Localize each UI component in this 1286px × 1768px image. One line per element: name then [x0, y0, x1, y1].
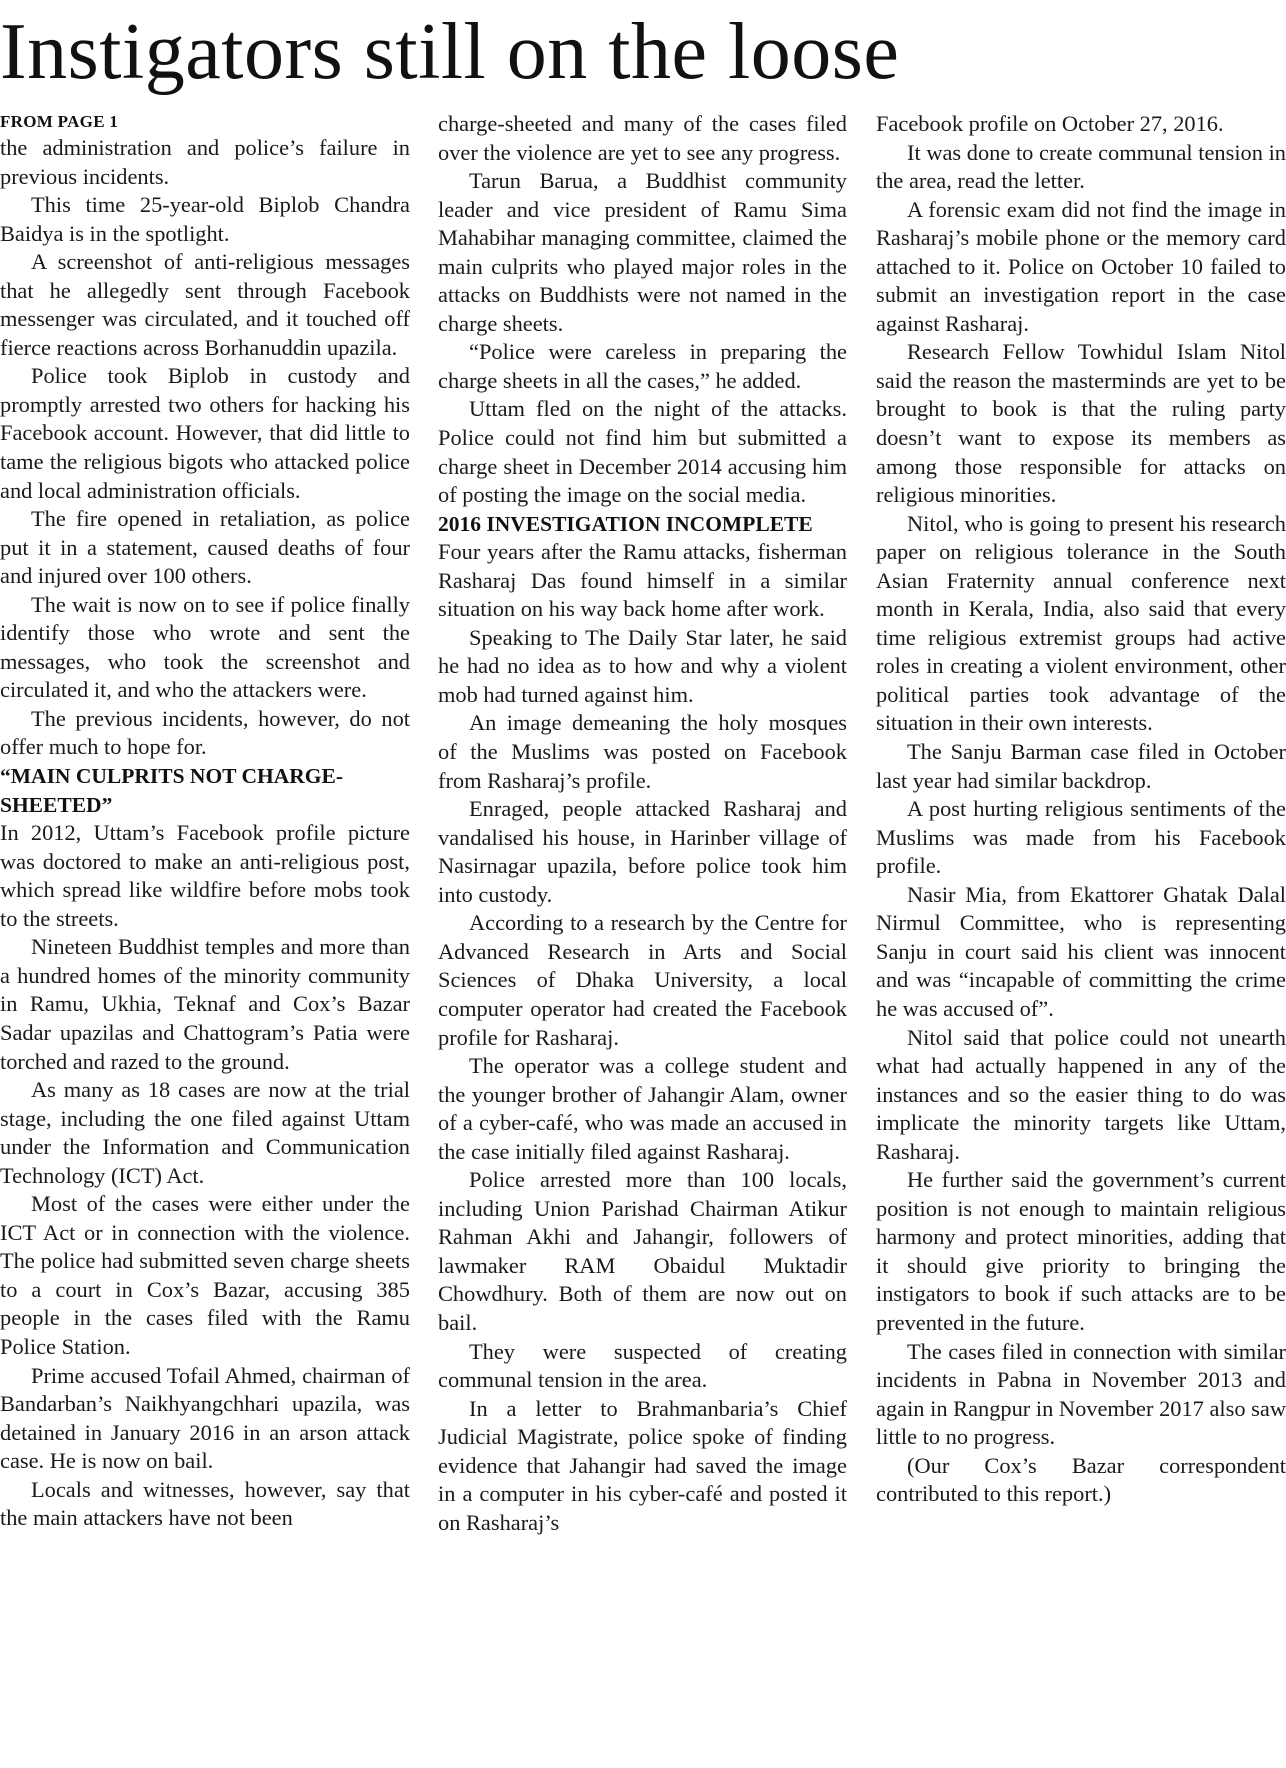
paragraph: Enraged, people attacked Rasharaj and vandalised his house, in Harinber village of Nasirnagar upazila, before police took him into custody. — [438, 796, 847, 907]
paragraph: A post hurting religious sentiments of the Muslims was made from his Facebook profile. — [876, 796, 1286, 879]
jump-kicker: FROM PAGE 1 — [0, 112, 119, 131]
paragraph: A screenshot of anti-religious messages that he allegedly sent through Facebook messenger was circulated, and it touched off fierce reactions across Borhanuddin upazila. — [0, 249, 410, 360]
subheading: 2016 INVESTIGATION INCOMPLETE — [438, 511, 813, 536]
paragraph: the administration and police’s failure in previous incidents. — [0, 135, 410, 189]
paragraph: Police arrested more than 100 locals, including Union Parishad Chairman Atikur Rahman Akhi and Jahangir, followers of lawmaker RAM Obaidul Muktadir Chowdhury. Both of them are now out on bail. — [438, 1167, 847, 1335]
article-column-2 — [438, 110, 847, 1766]
headline: Instigators still on the loose — [0, 8, 900, 96]
paragraph: The Sanju Barman case filed in October last year had similar backdrop. — [876, 739, 1286, 793]
paragraph: An image demeaning the holy mosques of the Muslims was posted on Facebook from Rasharaj’s profile. — [438, 710, 847, 793]
paragraph: A forensic exam did not find the image in Rasharaj’s mobile phone or the memory card attached to it. Police on October 10 failed to submit an investigation report in the case against Rasharaj. — [876, 196, 1286, 336]
article-column-1 — [0, 110, 410, 1766]
paragraph: Uttam fled on the night of the attacks. Police could not find him but submitted a charge sheet in December 2014 accusing him of posting the image on the social media. — [438, 396, 847, 508]
paragraph: Most of the cases were either under the ICT Act or in connection with the violence. The police had submitted seven charge sheets to a court in Cox’s Bazar, accusing 385 people in the cases filed with the Ramu Police Station. — [0, 1191, 410, 1359]
paragraph: According to a research by the Centre for Advanced Research in Arts and Social Sciences of Dhaka University, a local computer operator had created the Facebook profile for Rasharaj. — [438, 910, 847, 1050]
subheading: “MAIN CULPRITS NOT CHARGE-SHEETED” — [0, 764, 344, 817]
paragraph: They were suspected of creating communal tension in the area. — [438, 1338, 847, 1393]
paragraph: Police took Biplob in custody and promptly arrested two others for hacking his Facebook account. However, that did little to tame the religious bigots who attacked police and local administration officials. — [0, 363, 410, 503]
paragraph: Prime accused Tofail Ahmed, chairman of Bandarban’s Naikhyangchhari upazila, was detained in January 2016 in an arson attack case. He is now on bail. — [0, 1362, 410, 1474]
paragraph: In a letter to Brahmanbaria’s Chief Judicial Magistrate, police spoke of finding evidence that Jahangir had saved the image in a computer in his cyber-café and posted it on Rasharaj’s — [438, 1395, 847, 1535]
paragraph: “Police were careless in preparing the charge sheets in all the cases,” he added. — [438, 339, 847, 393]
paragraph: Four years after the Ramu attacks, fisherman Rasharaj Das found himself in a similar situation on his way back home after work. — [438, 539, 847, 622]
paragraph: The operator was a college student and the younger brother of Jahangir Alam, owner of a cyber-café, who was made an accused in the case initially filed against Rasharaj. — [438, 1053, 847, 1164]
paragraph: In 2012, Uttam’s Facebook profile picture was doctored to make an anti-religious post, which spread like wildfire before mobs took to the streets. — [0, 820, 410, 931]
paragraph: Nitol, who is going to present his research paper on religious tolerance in the South Asian Fraternity annual conference next month in Kerala, India, also said that every time religious extremist groups had active roles in creating a violent environment, other political parties took advantage of the situation in their own interests. — [876, 510, 1286, 736]
paragraph: The fire opened in retaliation, as police put it in a statement, caused deaths of four and injured over 100 others. — [0, 506, 410, 589]
paragraph: Nasir Mia, from Ekattorer Ghatak Dalal Nirmul Committee, who is representing Sanju in court said his client was innocent and was “incapable of committing the crime he was accused of”. — [876, 881, 1286, 1021]
paragraph: (Our Cox’s Bazar correspondent contributed to this report.) — [876, 1452, 1286, 1507]
paragraph: Facebook profile on October 27, 2016. — [876, 111, 1224, 136]
article-column-3 — [876, 110, 1286, 1766]
paragraph: Tarun Barua, a Buddhist community leader and vice president of Ramu Sima Mahabihar managing committee, claimed the main culprits who played major roles in the attacks on Buddhists were not named in the charge sheets. — [438, 168, 847, 336]
paragraph: He further said the government’s current position is not enough to maintain religious harmony and protect minorities, adding that it should give priority to bringing the instigators to book if such attacks are to be prevented in the future. — [876, 1167, 1286, 1335]
paragraph: Research Fellow Towhidul Islam Nitol said the reason the masterminds are yet to be brought to book is that the ruling party doesn’t want to expose its members as among those responsible for attacks on religious minorities. — [876, 339, 1286, 508]
paragraph: Locals and witnesses, however, say that the main attackers have not been — [0, 1476, 410, 1531]
paragraph: As many as 18 cases are now at the trial stage, including the one filed against Uttam under the Information and Communication Technology (ICT) Act. — [0, 1077, 410, 1188]
paragraph: The previous incidents, however, do not offer much to hope for. — [0, 705, 410, 760]
paragraph: This time 25-year-old Biplob Chandra Baidya is in the spotlight. — [0, 192, 410, 246]
paragraph: It was done to create communal tension in the area, read the letter. — [876, 139, 1286, 194]
paragraph: charge-sheeted and many of the cases filed over the violence are yet to see any progress. — [438, 111, 847, 165]
paragraph: Nineteen Buddhist temples and more than a hundred homes of the minority community in Ramu, Ukhia, Teknaf and Cox’s Bazar Sadar upazilas and Chattogram’s Patia were torched and razed to the ground. — [0, 934, 410, 1074]
paragraph: Nitol said that police could not unearth what had actually happened in any of the instances and so the easier thing to do was implicate the minority targets like Uttam, Rasharaj. — [876, 1024, 1286, 1164]
paragraph: The wait is now on to see if police finally identify those who wrote and sent the messages, who took the screenshot and circulated it, and who the attackers were. — [0, 591, 410, 703]
paragraph: Speaking to The Daily Star later, he said he had no idea as to how and why a violent mob had turned against him. — [438, 624, 847, 707]
paragraph: The cases filed in connection with similar incidents in Pabna in November 2013 and again in Rangpur in November 2017 also saw little to no progress. — [876, 1338, 1286, 1450]
